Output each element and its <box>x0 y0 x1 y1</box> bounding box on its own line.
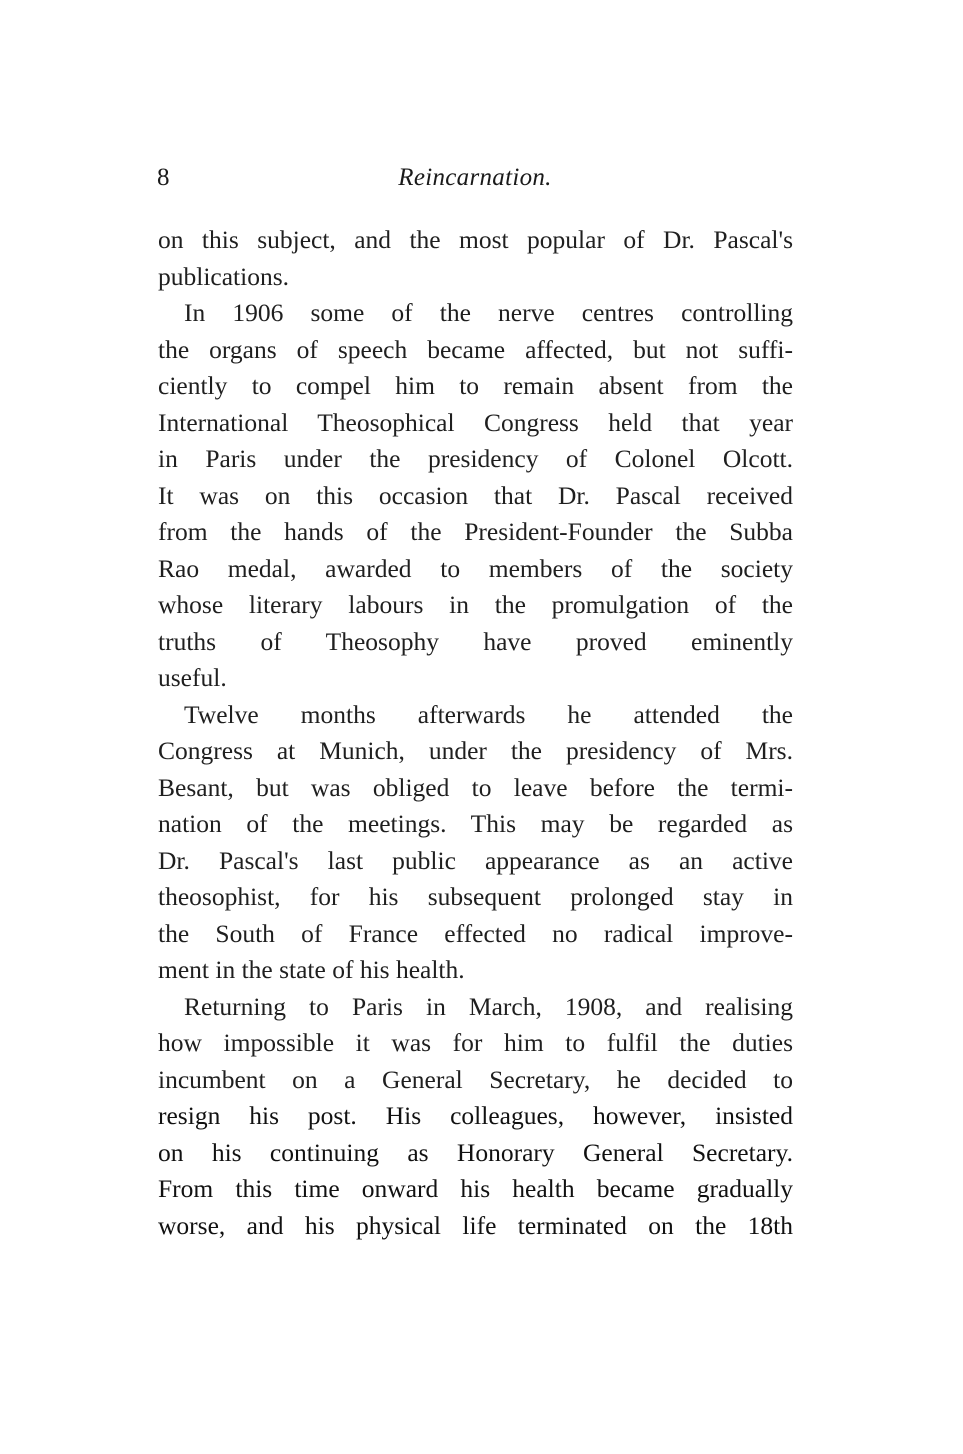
text-line: truths of Theosophy have proved eminently <box>158 626 793 656</box>
paragraph <box>158 295 793 697</box>
text-line: useful. <box>158 663 227 692</box>
text-line: Returning to Paris in March, 1908, and realising <box>184 991 793 1021</box>
text-line: the organs of speech became affected, but not suffi- <box>158 334 793 364</box>
paragraph <box>158 222 793 295</box>
text-line: It was on this occasion that Dr. Pascal received <box>158 480 793 510</box>
text-line: whose literary labours in the promulgation of the <box>158 590 793 619</box>
page-header <box>157 164 793 200</box>
text-line: in Paris under the presidency of Colonel Olcott. <box>158 444 793 473</box>
text-line: worse, and his physical life terminated on the 18th <box>158 1210 793 1240</box>
text-line: theosophist, for his subsequent prolonged stay in <box>158 882 793 911</box>
text-line: In 1906 some of the nerve centres controlling <box>184 298 793 327</box>
text-line: on his continuing as Honorary General Secretary. <box>158 1137 793 1167</box>
body-text <box>158 222 793 1244</box>
text-line: the South of France effected no radical improve- <box>158 918 793 948</box>
text-line: Congress at Munich, under the presidency of Mrs. <box>158 736 793 765</box>
paragraph <box>158 989 793 1245</box>
text-line: Rao medal, awarded to members of the society <box>158 553 793 583</box>
page-number: 8 <box>157 164 170 191</box>
text-line: resign his post. His colleagues, however, insisted <box>158 1101 793 1130</box>
text-line: ment in the state of his health. <box>158 955 465 984</box>
text-line: on this subject, and the most popular of Dr. Pascal's <box>158 225 793 254</box>
text-line: From this time onward his health became gradually <box>158 1174 793 1203</box>
text-line: ciently to compel him to remain absent from the <box>158 371 793 400</box>
text-line: from the hands of the President-Founder the Subba <box>158 517 793 546</box>
text-line: how impossible it was for him to fulfil the duties <box>158 1028 793 1057</box>
text-line: Twelve months afterwards he attended the <box>184 699 793 729</box>
text-line: nation of the meetings. This may be regarded as <box>158 809 793 838</box>
text-line: incumbent on a General Secretary, he decided to <box>158 1064 793 1094</box>
paragraph <box>158 697 793 989</box>
text-line: Dr. Pascal's last public appearance as an active <box>158 845 793 875</box>
text-line: Besant, but was obliged to leave before the termi- <box>158 772 793 802</box>
running-title: Reincarnation. <box>398 164 552 191</box>
text-line: International Theosophical Congress held that year <box>158 407 793 437</box>
text-line: publications. <box>158 261 290 291</box>
